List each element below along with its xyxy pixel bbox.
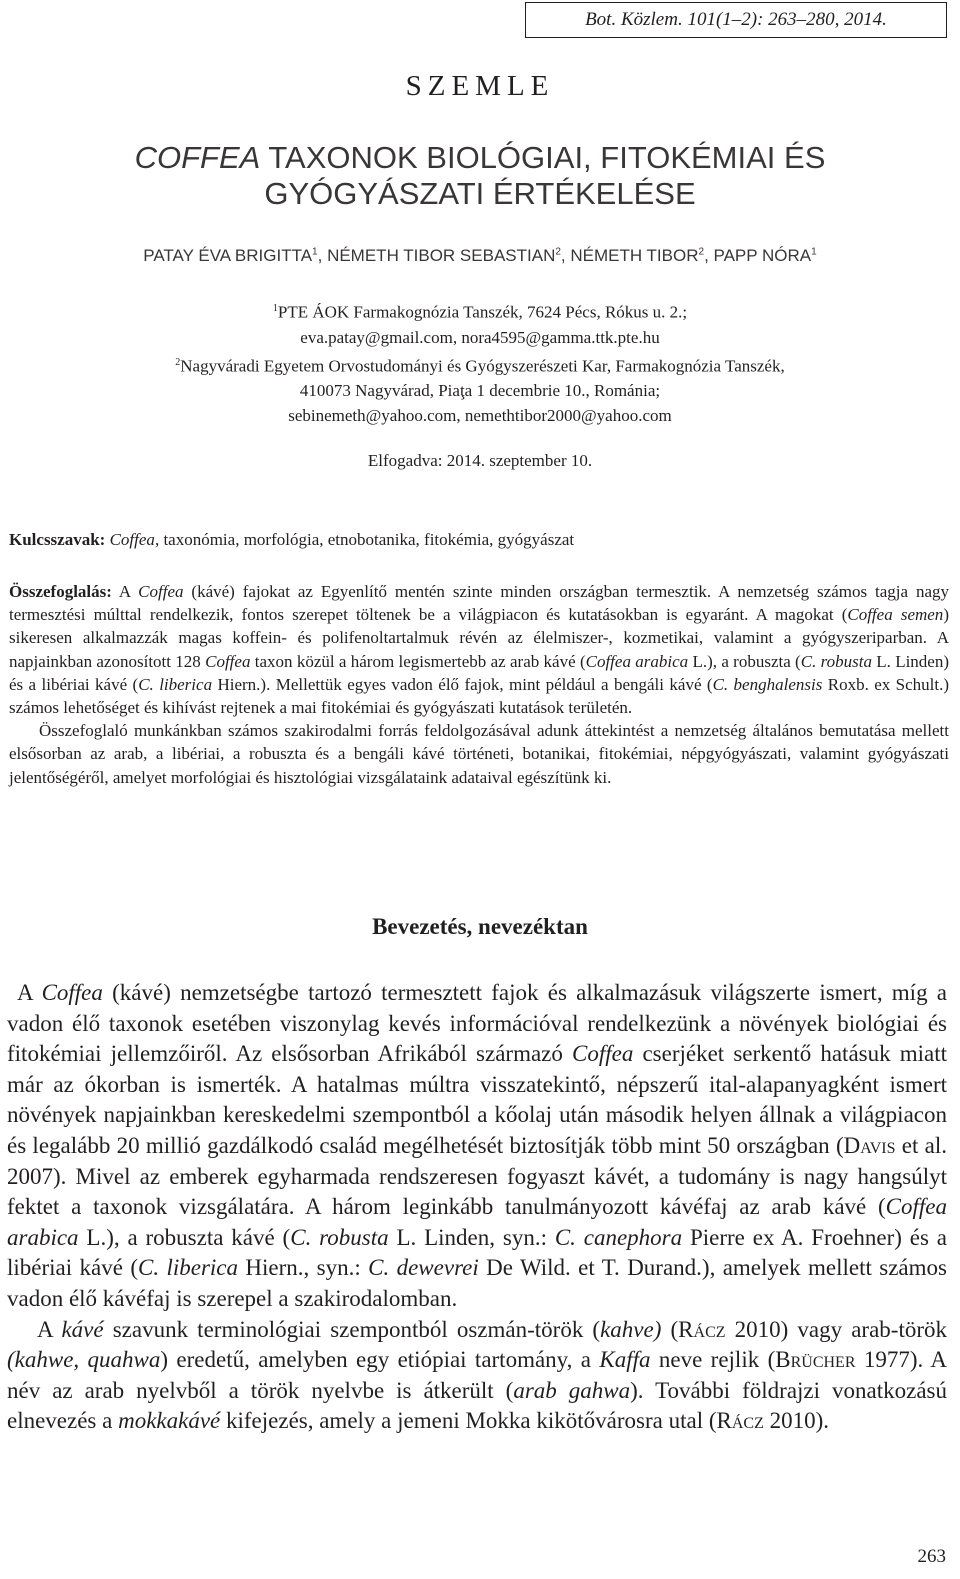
abstract-text: L. Linden) és a libériai kávé ( [9, 651, 950, 694]
author-name: PATAY ÉVA BRIGITTA [143, 246, 313, 265]
body-italic: (kahwe, quahwa [7, 1347, 161, 1373]
affiliation-2-mark: 2 [175, 356, 181, 368]
body-text-run: ( [661, 1316, 679, 1342]
body-text-run: kifejezés, amely a jemeni Mokka kikötővárosra utal ( [220, 1408, 717, 1434]
body-paragraph-1 [7, 978, 947, 1315]
abstract-taxon: C. benghalensis [712, 674, 823, 694]
abstract-text: A [111, 582, 139, 601]
body-text-run: ) eredetű, amelyben egy etiópiai tartomány, a [160, 1347, 600, 1373]
section-title: SZEMLE [405, 70, 555, 102]
body-paragraph-2 [7, 1315, 947, 1437]
affiliation-2-emails: sebinemeth@yahoo.com, nemethtibor2000@yahoo.com [288, 406, 672, 426]
body-italic: Coffea [41, 980, 103, 1005]
body-text-run: L.), a robuszta kávé ( [78, 1224, 291, 1250]
citation-author: Rácz [678, 1316, 726, 1342]
abstract-paragraph-2: Összefoglaló munkánkban számos szakirodalmi forrás feldolgozásával adunk áttekintést a nemzetség általános bemutatása mellett elsősorban az arab, a libériai, a robuszta és a bengáli kávé történeti, botanikai, fitokémiai, népgyógyászati, valamint gyógyászati jelentőségéről, amelyet morfológiai és hisztológiai vizsgálataink adataival egészítünk ki. [9, 721, 949, 787]
abstract-taxon: Coffea [205, 651, 251, 671]
body-text-run: ). További földrajzi vonatkozású elnevezés a [7, 1377, 947, 1434]
citation-author: Davis [843, 1132, 896, 1158]
author-name: NÉMETH TIBOR [570, 246, 699, 265]
abstract-taxon: Coffea arabica [585, 651, 689, 671]
abstract-paragraph-1 [9, 580, 949, 719]
journal-citation: Bot. Közlem. 101(1–2): 263–280, 2014. [525, 2, 947, 38]
body-italic: C. liberica [137, 1255, 238, 1281]
abstract-taxon: Coffea [138, 582, 184, 601]
author-name: PAPP NÓRA [713, 246, 812, 265]
section-heading: Bevezetés, nevezéktan [372, 914, 588, 939]
abstract-taxon: C. liberica [138, 674, 213, 694]
keywords-label: Kulcsszavak: [9, 530, 106, 549]
keywords-list: , taxonómia, morfológia, etnobotanika, fitokémia, gyógyászat [154, 530, 575, 549]
accepted-date: Elfogadva: 2014. szeptember 10. [367, 451, 593, 470]
abstract-label: Összefoglalás: [9, 582, 112, 601]
abstract-text: Roxb. ex Schult.) számos lehetőséget és kihívást rejtenek a mai fitokémiai és gyógyászati kutatások területén. [9, 674, 950, 718]
body-italic: Coffea arabica [7, 1194, 947, 1250]
author-affiliation-mark: 1 [312, 246, 318, 258]
title-line-2: GYÓGYÁSZATI ÉRTÉKELÉSE [264, 176, 696, 211]
body-text-run: et al. 2007). Mivel az emberek egyharmada rendszeresen fogyaszt kávét, a tudomány is nagy hangsúlyt fektet a taxonok vizsgálatára. A három leginkább tanulmányozott kávéfaj az arab kávé ( [7, 1132, 947, 1220]
citation-author: Rácz [716, 1408, 764, 1434]
affiliation-2-line-1 [0, 350, 960, 379]
abstract-text: Hiern.). Mellettük egyes vadon élő fajok, mint például a bengáli kávé ( [212, 674, 713, 694]
body-text-run: A [17, 980, 42, 1005]
author-affiliation-mark: 2 [698, 246, 705, 258]
body-text [7, 978, 947, 1437]
body-text-run: Hiern., syn.: [238, 1255, 369, 1281]
title-line-1 [0, 140, 960, 176]
body-text-run: neve rejlik ( [650, 1347, 776, 1373]
title-genus: COFFEA [134, 140, 261, 175]
author-affiliation-mark: 2 [555, 246, 561, 258]
article-title [0, 140, 960, 212]
abstract-taxon: C. robusta [800, 651, 872, 671]
body-italic: C. dewevrei [368, 1255, 479, 1281]
body-text-run: 1977). A név az arab nyelvből a török nyelvbe is átkerült ( [7, 1347, 947, 1403]
body-text-run: 2010). [763, 1408, 830, 1434]
abstract [9, 580, 949, 789]
body-italic: C. canephora [554, 1224, 683, 1250]
body-italic: kahve) [600, 1316, 662, 1342]
author-affiliation-mark: 1 [811, 246, 817, 258]
keyword-genus: Coffea [109, 530, 155, 549]
citation-author: Brücher [775, 1347, 856, 1373]
body-text-run: Pierre ex A. Froehner) és a libériai kávé ( [7, 1224, 947, 1281]
affiliation-1-line-1 [0, 296, 960, 325]
body-italic: C. robusta [290, 1224, 389, 1250]
affiliations [0, 296, 960, 428]
body-italic: kávé [61, 1316, 104, 1342]
body-text-run: A [37, 1316, 62, 1342]
affiliation-1-text: PTE ÁOK Farmakognózia Tanszék, 7624 Pécs, Rókus u. 2.; [277, 302, 688, 322]
body-italic: mokkakávé [118, 1408, 221, 1434]
body-italic: Kaffa [599, 1347, 651, 1373]
affiliation-2-text: Nagyváradi Egyetem Orvostudományi és Gyógyszerészeti Kar, Farmakognózia Tanszék, [180, 356, 785, 376]
body-italic: arab gahwa [513, 1377, 631, 1403]
abstract-text: L.), a robuszta ( [688, 651, 801, 671]
affiliation-2-address: 410073 Nagyvárad, Piaţa 1 decembrie 10., Románia; [299, 381, 661, 401]
author-name: NÉMETH TIBOR SEBASTIAN [327, 246, 556, 265]
body-text-run: 2010) vagy arab-török [725, 1316, 947, 1342]
affiliation-1-mark: 1 [272, 303, 278, 314]
abstract-text: ) sikeresen alkalmazzák magas koffein- és polifenoltartalmuk révén az élelmiszer-, kozmetikai, valamint a gyógyszeriparban. A napjainkban azonosított 128 [9, 605, 949, 671]
body-text-run: De Wild. et T. Durand.), amelyek mellett számos vadon élő kávéfaj is szerepel a szakirodalomban. [7, 1255, 947, 1311]
keywords [9, 530, 949, 550]
page-number: 263 [917, 1546, 946, 1567]
body-text-run: L. Linden, syn.: [388, 1224, 555, 1250]
abstract-text: taxon közül a három legismertebb az arab kávé ( [250, 651, 586, 671]
abstract-text: (kávé) fajokat az Egyenlítő mentén szinte minden országban termesztik. A nemzetség számos tagja nagy termesztési múlttal rendelkezik, fontos szerepet töltenek be a világpiacon és kutatásokban is egyaránt. A magokat ( [9, 582, 949, 625]
abstract-taxon: Coffea semen [847, 605, 944, 625]
title-line-1-rest: TAXONOK BIOLÓGIAI, FITOKÉMIAI ÉS [260, 140, 826, 175]
body-italic: Coffea [572, 1041, 634, 1067]
affiliation-1-emails: eva.patay@gmail.com, nora4595@gamma.ttk.pte.hu [300, 327, 660, 347]
body-text-run: szavunk terminológiai szempontból oszmán-török ( [103, 1316, 601, 1342]
body-text-run: (kávé) nemzetségbe tartozó termesztett fajok és alkalmazásuk világszerte ismert, míg a vadon élő taxonok esetében viszonylag kevés információval rendelkezünk a növények biológiai és fitokémiai jellemzőiről. Az elsősorban Afrikából származó [7, 980, 947, 1067]
author-list: PATAY ÉVA BRIGITTA$^1$, NÉMETH TIBOR SEBASTIAN$^2$, NÉMETH TIBOR$^2$, PAPP NÓRA$^1$ [143, 246, 817, 265]
body-text-run: cserjéket serkentő hatásuk miatt már az ókorban is ismerték. A hatalmas múltra visszatekintő, népszerű ital-alapanyagként ismert növények napjainkban kereskedelmi szempontból a kőolaj után második helyen állnak a világpiacon és legalább 20 millió gazdálkodó család megélhetését biztosítják több mint 50 országban ( [7, 1041, 947, 1158]
